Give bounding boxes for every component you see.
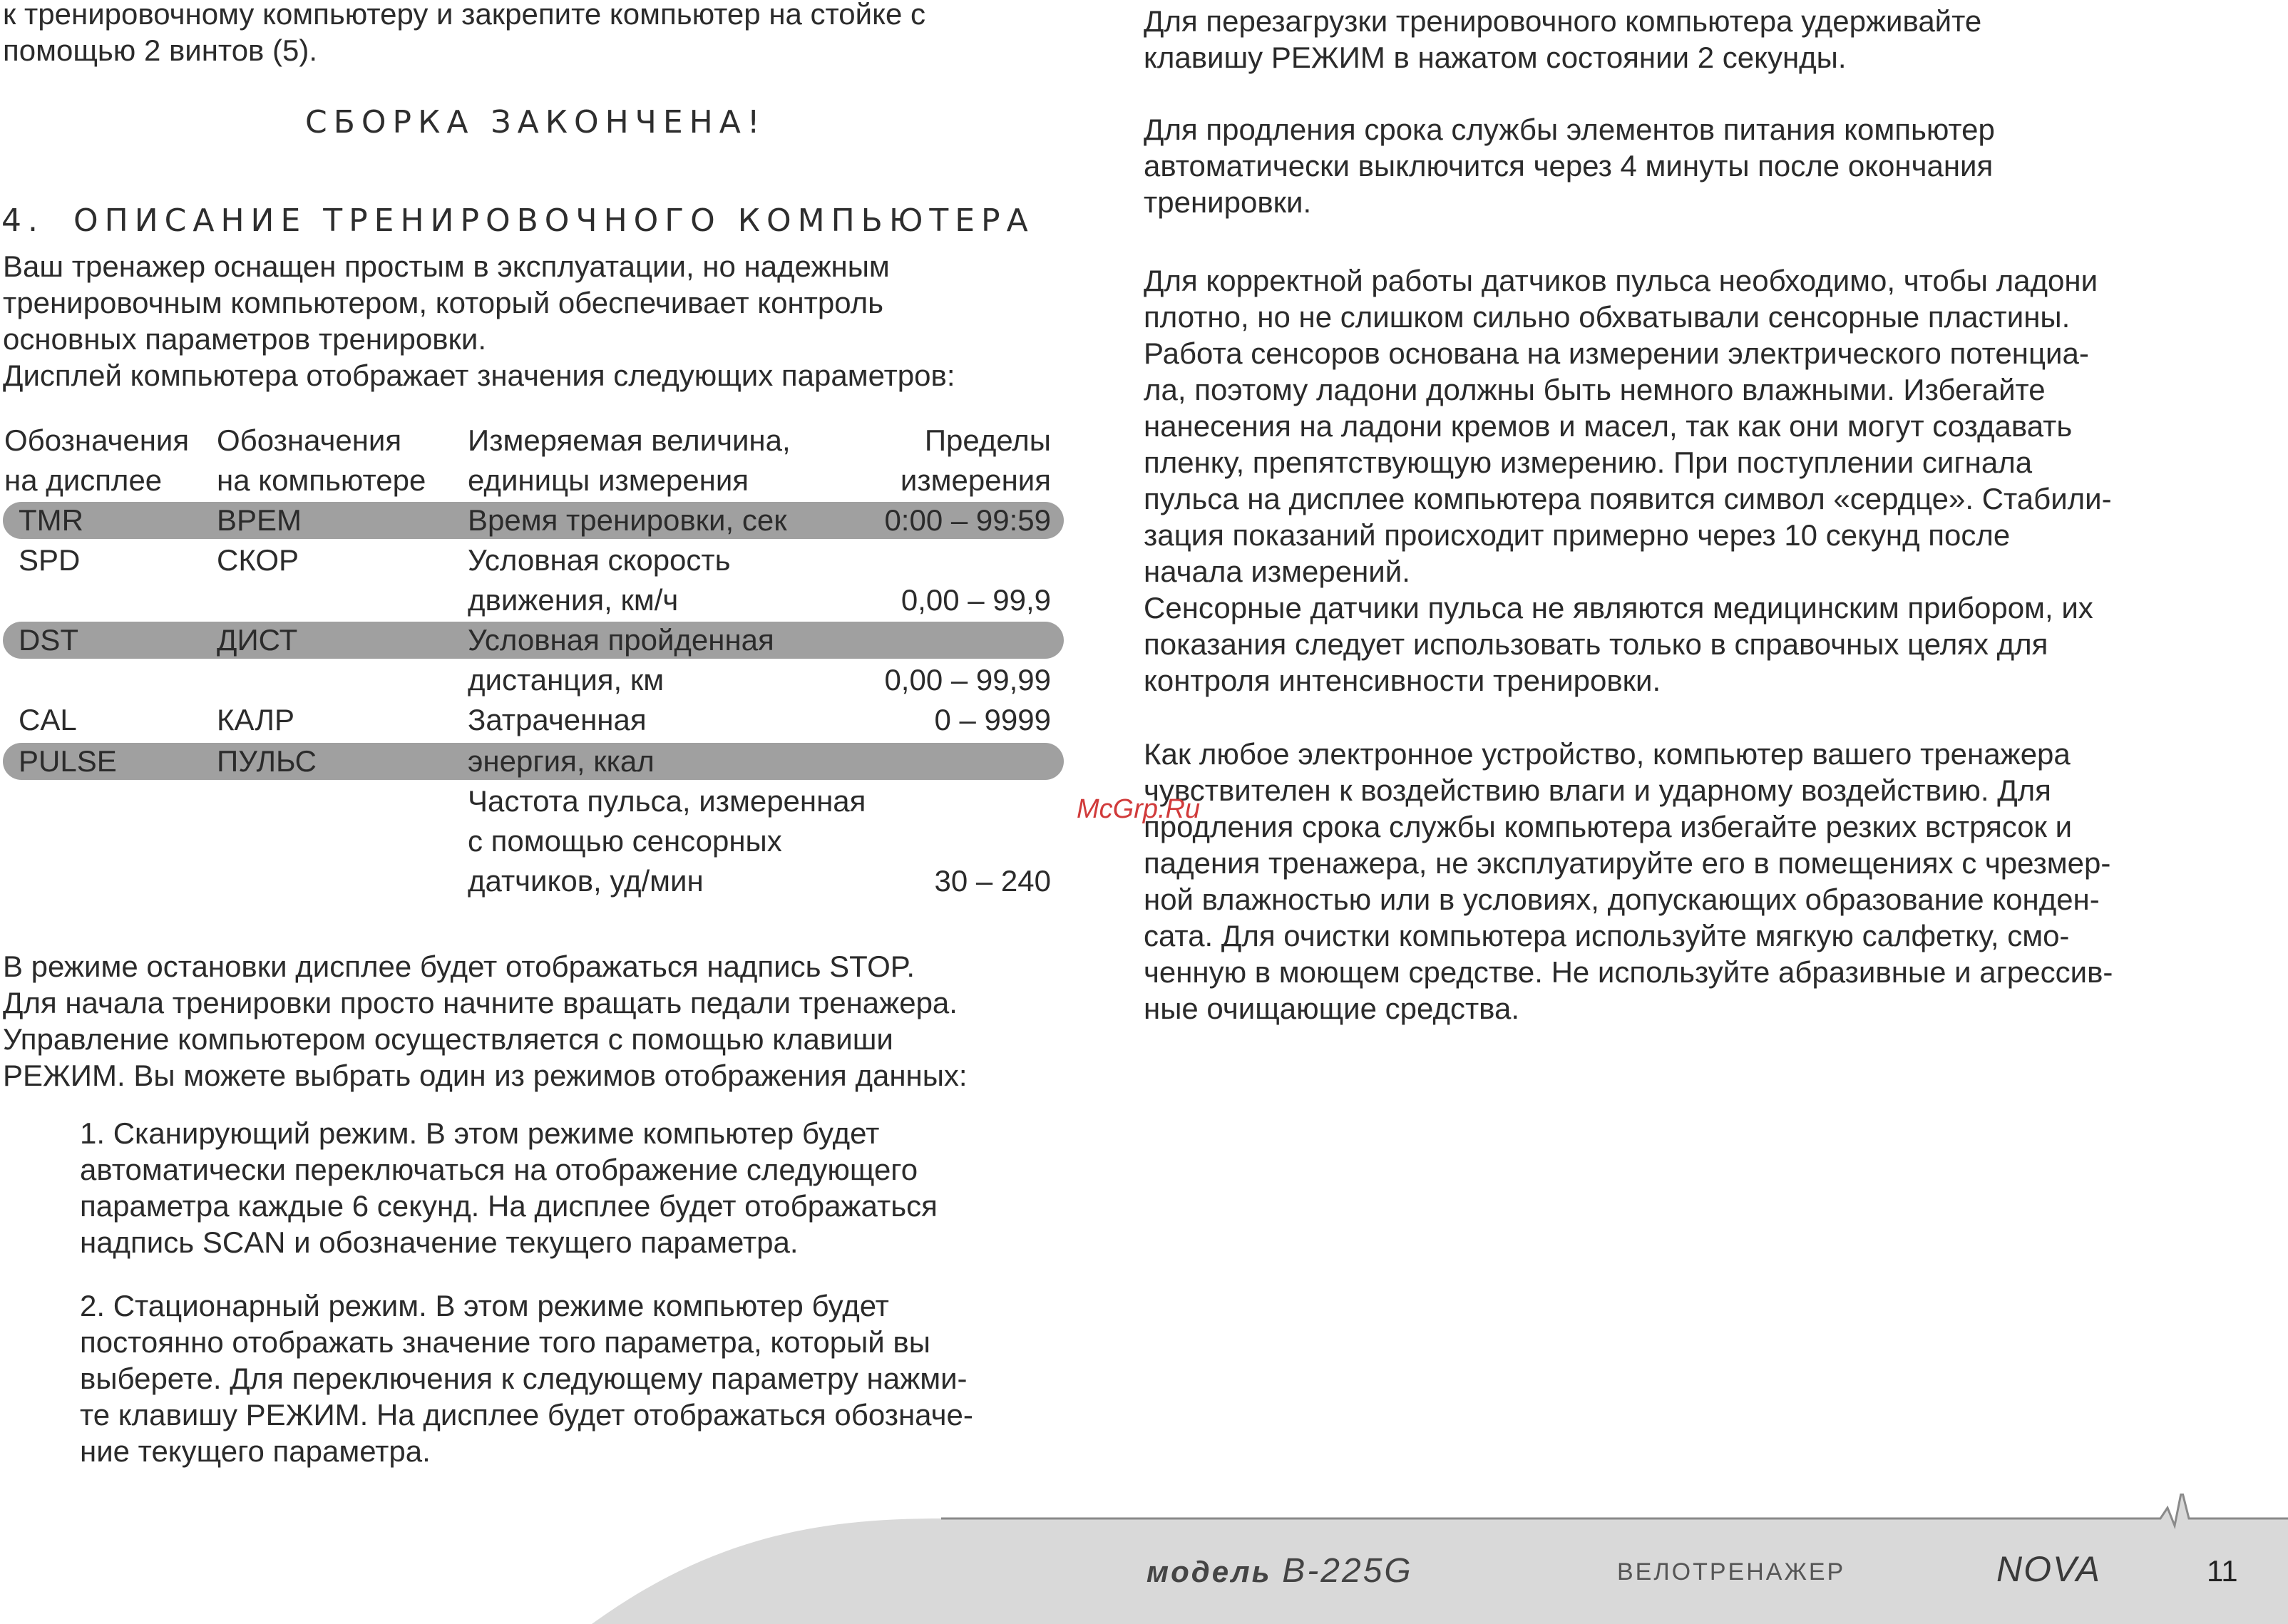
text-line: Для начала тренировки просто начните вращать педали тренажера.	[3, 986, 958, 1019]
table-row	[3, 500, 1065, 539]
text-line: Для продления срока службы элементов питания компьютер	[1144, 113, 1995, 146]
text-line: ние текущего параметра.	[80, 1434, 431, 1468]
text-line: Дисплей компьютера отображает значения следующих параметров:	[3, 359, 955, 392]
text-line: нанесения на ладони кремов и масел, так как они могут создавать	[1144, 409, 2073, 443]
computer-code: ПУЛЬС	[217, 744, 317, 778]
table-row	[3, 781, 1065, 820]
text-line: автоматически выключится через 4 минуты после окончания	[1144, 149, 1994, 183]
list-item	[80, 1288, 1071, 1469]
text-line: Для перезагрузки тренировочного компьютера удерживайте	[1144, 4, 1982, 38]
intro-paragraph	[3, 0, 925, 68]
table-header-cell: на компьютере	[217, 463, 426, 497]
table-row	[3, 861, 1065, 900]
battery-paragraph	[1144, 111, 1995, 220]
table-row	[3, 821, 1065, 860]
measured-value: Условная скорость	[468, 543, 731, 577]
text-line: сата. Для очистки компьютера используйте мягкую салфетку, смо-	[1144, 919, 2070, 952]
list-item	[80, 1115, 1071, 1260]
measured-value: дистанция, км	[468, 663, 665, 697]
text-line: ла, поэтому ладони должны быть немного влажными. Избегайте	[1144, 373, 2046, 406]
measured-value: Условная пройденная	[468, 623, 774, 657]
text-line: Сенсорные датчики пульса не являются медицинским прибором, их	[1144, 591, 2093, 625]
text-line: те клавишу РЕЖИМ. На дисплее будет отображаться обозначе-	[80, 1398, 973, 1432]
table-header-cell: измерения	[900, 463, 1051, 497]
text-line: Для корректной работы датчиков пульса необходимо, чтобы ладони	[1144, 264, 2098, 297]
range: 0,00 – 99,9	[901, 583, 1051, 617]
text-line: показания следует использовать только в справочных целях для	[1144, 627, 2048, 661]
brand-logo: NOVA	[1996, 1549, 2101, 1589]
computer-code: СКОР	[217, 543, 299, 577]
range: 0:00 – 99:59	[884, 503, 1051, 537]
description-paragraph	[3, 248, 955, 394]
text-line: выберете. Для переключения к следующему параметру нажми-	[80, 1362, 968, 1395]
text-line: ные очищающие средства.	[1144, 992, 1520, 1025]
table-row	[3, 540, 1065, 579]
text-line: автоматически переключаться на отображение следующего	[80, 1153, 918, 1186]
computer-code: КАЛР	[217, 703, 294, 736]
text-line: пульса на дисплее компьютера появится символ «сердце». Стабили-	[1144, 482, 2112, 515]
text-line: тренировки.	[1144, 185, 1312, 219]
text-line: Управление компьютером осуществляется с помощью клавиши	[3, 1022, 893, 1056]
measured-value: Частота пульса, измеренная	[468, 784, 866, 818]
page-number: 11	[2207, 1554, 2238, 1588]
text-line: 1. Сканирующий режим. В этом режиме компьютер будет	[80, 1116, 880, 1150]
table-header-row	[3, 461, 1065, 499]
product-label: ВЕЛОТРЕНАЖЕР	[1617, 1558, 1846, 1586]
text-line: тренировочным компьютером, который обеспечивает контроль	[3, 286, 884, 319]
computer-code: ВРЕМ	[217, 503, 302, 537]
text-line: помощью 2 винтов (5).	[3, 34, 318, 67]
footer-band	[0, 1494, 2288, 1624]
text-line: чувствителен к воздействию влаги и ударному воздействию. Для	[1144, 774, 2051, 807]
text-line: 2. Стационарный режим. В этом режиме компьютер будет	[80, 1289, 889, 1322]
text-line: Ваш тренажер оснащен простым в эксплуатации, но надежным	[3, 250, 890, 283]
text-line: РЕЖИМ. Вы можете выбрать один из режимов отображения данных:	[3, 1059, 968, 1092]
measured-value: датчиков, уд/мин	[468, 864, 704, 898]
display-code: DST	[19, 623, 78, 657]
table-header-cell: единицы измерения	[468, 463, 749, 497]
display-code: TMR	[19, 503, 83, 537]
table-header-cell: Измеряемая величина,	[468, 423, 791, 457]
measured-value: движения, км/ч	[468, 583, 679, 617]
pulse-paragraph	[1144, 262, 2112, 699]
text-line: продления срока службы компьютера избегайте резких встрясок и	[1144, 810, 2073, 843]
text-line: Как любое электронное устройство, компьютер вашего тренажера	[1144, 737, 2071, 771]
text-line: плотно, но не слишком сильно обхватывали сенсорные пластины.	[1144, 300, 2071, 334]
text-line: Работа сенсоров основана на измерении электрического потенциа-	[1144, 336, 2089, 370]
display-code: PULSE	[19, 744, 117, 778]
measured-value: энергия, ккал	[468, 744, 655, 778]
text-line: надпись SCAN и обозначение текущего параметра.	[80, 1225, 799, 1259]
model-number: B-225G	[1282, 1552, 1413, 1590]
mode-paragraph	[3, 948, 968, 1094]
table-row	[3, 660, 1065, 699]
range: 0 – 9999	[934, 703, 1051, 736]
text-line: ченную в моющем средстве. Не используйте абразивные и агрессив-	[1144, 955, 2113, 989]
display-code: CAL	[19, 703, 77, 736]
text-line: к тренировочному компьютеру и закрепите компьютер на стойке с	[3, 0, 926, 31]
text-line: параметра каждые 6 секунд. На дисплее будет отображаться	[80, 1189, 938, 1223]
text-line: начала измерений.	[1144, 555, 1410, 588]
range: 30 – 240	[934, 864, 1051, 898]
table-row	[3, 700, 1065, 739]
table-header-row	[3, 421, 1065, 459]
text-line: зация показаний происходит примерно через 10 секунд после	[1144, 518, 2011, 552]
text-line: падения тренажера, не эксплуатируйте его в помещениях с чрезмер-	[1144, 846, 2111, 880]
table-row	[3, 620, 1065, 659]
display-code: SPD	[19, 543, 81, 577]
table-header-cell: на дисплее	[4, 463, 163, 497]
measured-value: Время тренировки, сек	[468, 503, 787, 537]
table-row	[3, 741, 1065, 780]
model-label	[1146, 1551, 1413, 1590]
text-line: пленку, препятствующую измерению. При поступлении сигнала	[1144, 446, 2033, 479]
assembly-done-heading: СБОРКА ЗАКОНЧЕНА!	[305, 104, 766, 140]
section-heading	[1, 202, 1035, 239]
text-line: постоянно отображать значение того параметра, который вы	[80, 1325, 930, 1359]
reset-paragraph	[1144, 3, 1981, 76]
text-line: ной влажностью или в условиях, допускающих образование конден-	[1144, 883, 2100, 916]
table-header-cell: Обозначения	[4, 423, 190, 457]
watermark: McGrp.Ru	[1077, 794, 1201, 824]
text-line: основных параметров тренировки.	[3, 322, 487, 356]
text-line: контроля интенсивности тренировки.	[1144, 664, 1661, 697]
care-paragraph	[1144, 736, 2113, 1027]
computer-code: ДИСТ	[217, 623, 298, 657]
model-word: модель	[1146, 1555, 1272, 1588]
measured-value: Затраченная	[468, 703, 647, 736]
table-header-cell: Пределы	[924, 423, 1051, 457]
measured-value: с помощью сенсорных	[468, 824, 782, 858]
text-line: В режиме остановки дисплее будет отображаться надпись STOP.	[3, 950, 915, 983]
text-line: клавишу РЕЖИМ в нажатом состоянии 2 секунды.	[1144, 41, 1847, 74]
section-title: ОПИСАНИЕ ТРЕНИРОВОЧНОГО КОМПЬЮТЕРА	[73, 202, 1035, 239]
range: 0,00 – 99,99	[884, 663, 1051, 697]
table-header-cell: Обозначения	[217, 423, 402, 457]
section-number: 4.	[1, 202, 44, 239]
table-row	[3, 580, 1065, 619]
